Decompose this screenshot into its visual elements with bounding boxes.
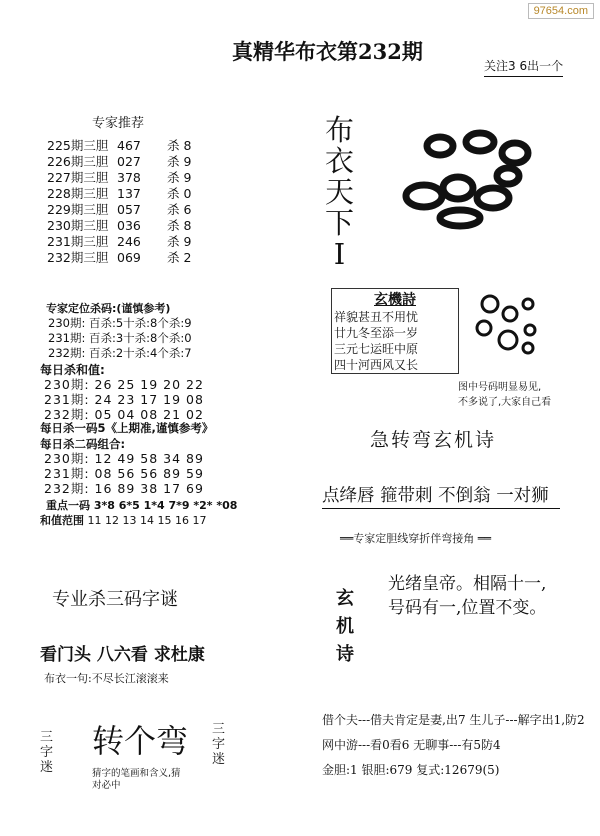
expert-row <box>47 186 191 202</box>
three-word-left <box>40 730 53 775</box>
row-period: 228期三胆 <box>47 186 109 201</box>
daily-two-list <box>44 451 204 496</box>
caption-line: 不多说了,大家自己看 <box>458 397 552 408</box>
xuanji-verse: 光绪皇帝。相隔十一, <box>388 574 547 594</box>
position-kill-row: 230期: 百杀:5十杀:8个杀:9 <box>48 316 192 330</box>
xuanji-verses <box>388 572 546 620</box>
xuanji-char: 诗 <box>336 644 354 665</box>
three-word-char: 三 <box>40 730 54 745</box>
row-kill: 杀 0 <box>167 186 192 201</box>
three-word-char: 三 <box>212 722 226 737</box>
row-three: 036 <box>117 218 141 233</box>
row-kill: 杀 8 <box>167 218 192 233</box>
bottom-right-notes <box>322 708 585 783</box>
vertical-char: 下 <box>325 206 355 240</box>
expert-row <box>47 250 191 266</box>
three-word-char: 字 <box>212 737 226 752</box>
vertical-title <box>325 115 354 270</box>
vertical-char: 衣 <box>325 144 355 178</box>
poem-line: 四十河西风又长 <box>334 358 419 372</box>
three-word-right <box>212 722 225 767</box>
position-kill-row: 231期: 百杀:3十杀:8个杀:0 <box>48 331 192 345</box>
expert-row <box>47 154 191 170</box>
poem-line: 三元七运旺中原 <box>334 342 419 356</box>
note-line: 借个夫---借夫肯定是妻,出7 生儿子---解字出1,防2 <box>322 713 585 727</box>
sum-range <box>40 512 206 528</box>
expert-row <box>47 202 191 218</box>
position-kill-row: 232期: 百杀:2十杀:4个杀:7 <box>48 346 192 360</box>
poem-line: 祥貌甚丑不用忧 <box>334 310 419 324</box>
position-kill-title: 专家定位杀码:(谨慎参考) <box>46 302 171 315</box>
daily-sum-row: 232期: 05 04 08 21 02 <box>44 407 204 422</box>
poem-box <box>331 288 459 374</box>
follow-note: 关注3 6出一个 <box>484 57 563 77</box>
row-period: 225期三胆 <box>47 138 109 153</box>
row-period: 232期三胆 <box>47 250 109 265</box>
buyi-sentence: 布衣一句:不尽长江滚滚来 <box>44 672 169 685</box>
expert-row <box>47 218 191 234</box>
sum-range-label: 和值范围 <box>40 514 84 527</box>
expert-row <box>47 234 191 250</box>
daily-sum-row: 230期: 26 25 19 20 22 <box>44 377 204 392</box>
row-period: 230期三胆 <box>47 218 109 233</box>
row-kill: 杀 9 <box>167 234 192 249</box>
expert-row <box>47 170 191 186</box>
site-watermark: 97654.com <box>528 3 594 19</box>
vertical-char: 天 <box>325 175 355 209</box>
daily-one-title: 每日杀一码5《上期准,谨慎参考》 <box>40 421 214 435</box>
row-three: 027 <box>117 154 141 169</box>
daily-two-row: 231期: 08 56 56 89 59 <box>44 466 204 481</box>
daily-two-title: 每日杀二码组合: <box>40 437 126 451</box>
expert-title: 专家推荐 <box>92 116 145 131</box>
three-word-char: 迷 <box>212 752 226 767</box>
row-period: 226期三胆 <box>47 154 109 169</box>
heavy-one-code: 重点一码 3*8 6*5 1*4 7*9 *2* *08 <box>46 499 238 512</box>
row-kill: 杀 9 <box>167 170 192 185</box>
row-kill: 杀 9 <box>167 154 192 169</box>
sum-range-values: 11 12 13 14 15 16 17 <box>87 514 207 527</box>
expert-list <box>47 138 191 266</box>
riddle-poem-heading: 急转弯玄机诗 <box>370 429 497 451</box>
xuanji-label <box>336 585 354 669</box>
coins-image <box>470 290 540 360</box>
daily-sum-row: 231期: 24 23 17 19 08 <box>44 392 204 407</box>
riddle-words: 看门头 八六看 求杜康 <box>40 645 205 665</box>
three-word-char: 字 <box>40 745 54 760</box>
daily-two-row: 230期: 12 49 58 34 89 <box>44 451 204 466</box>
daily-sum-title: 每日杀和值: <box>40 363 105 377</box>
riddle-note-line: 猜字的笔画和含义,猜 <box>92 768 181 779</box>
expert-row <box>47 138 191 154</box>
row-period: 231期三胆 <box>47 234 109 249</box>
image-caption <box>458 380 551 410</box>
xuanji-char: 玄 <box>336 588 354 609</box>
vertical-char: 布 <box>325 113 355 147</box>
row-kill: 杀 2 <box>167 250 192 265</box>
note-line: 网中游---看0看6 无聊事---有5防4 <box>322 738 501 752</box>
row-period: 229期三胆 <box>47 202 109 217</box>
note-line: 金胆:1 银胆:679 复式:12679(5) <box>322 763 500 777</box>
daily-two-row: 232期: 16 89 38 17 69 <box>44 481 204 496</box>
daily-sum-list <box>44 377 204 422</box>
poem-line: 廿九冬至添一岁 <box>334 326 419 340</box>
three-word-char: 迷 <box>40 760 54 775</box>
row-period: 227期三胆 <box>47 170 109 185</box>
caption-line: 图中号码明显易见, <box>458 382 542 393</box>
page-title: 真精华布衣第232期 <box>232 39 423 64</box>
riddle-line: 点绛唇 箍带刺 不倒翁 一对狮 <box>322 486 549 506</box>
coin-rings-image <box>400 128 540 233</box>
big-riddle: 转个弯 <box>92 722 189 760</box>
row-three: 378 <box>117 170 141 185</box>
expert-banner: ══专家定胆线穿折伴弯接角 ══ <box>340 532 491 545</box>
vertical-tail: I <box>333 237 346 271</box>
row-three: 246 <box>117 234 141 249</box>
xuanji-verse: 号码有一,位置不变。 <box>388 598 547 618</box>
poem-title: 玄機詩 <box>374 292 416 308</box>
xuanji-char: 机 <box>336 616 354 637</box>
riddle-divider <box>322 508 560 509</box>
row-kill: 杀 8 <box>167 138 192 153</box>
riddle-note <box>92 768 181 792</box>
position-kill-list <box>48 316 192 361</box>
row-three: 137 <box>117 186 141 201</box>
row-three: 057 <box>117 202 141 217</box>
row-three: 069 <box>117 250 141 265</box>
row-three: 467 <box>117 138 141 153</box>
pro-riddle-title: 专业杀三码字谜 <box>52 589 178 610</box>
row-kill: 杀 6 <box>167 202 192 217</box>
riddle-note-line: 对必中 <box>92 780 121 791</box>
